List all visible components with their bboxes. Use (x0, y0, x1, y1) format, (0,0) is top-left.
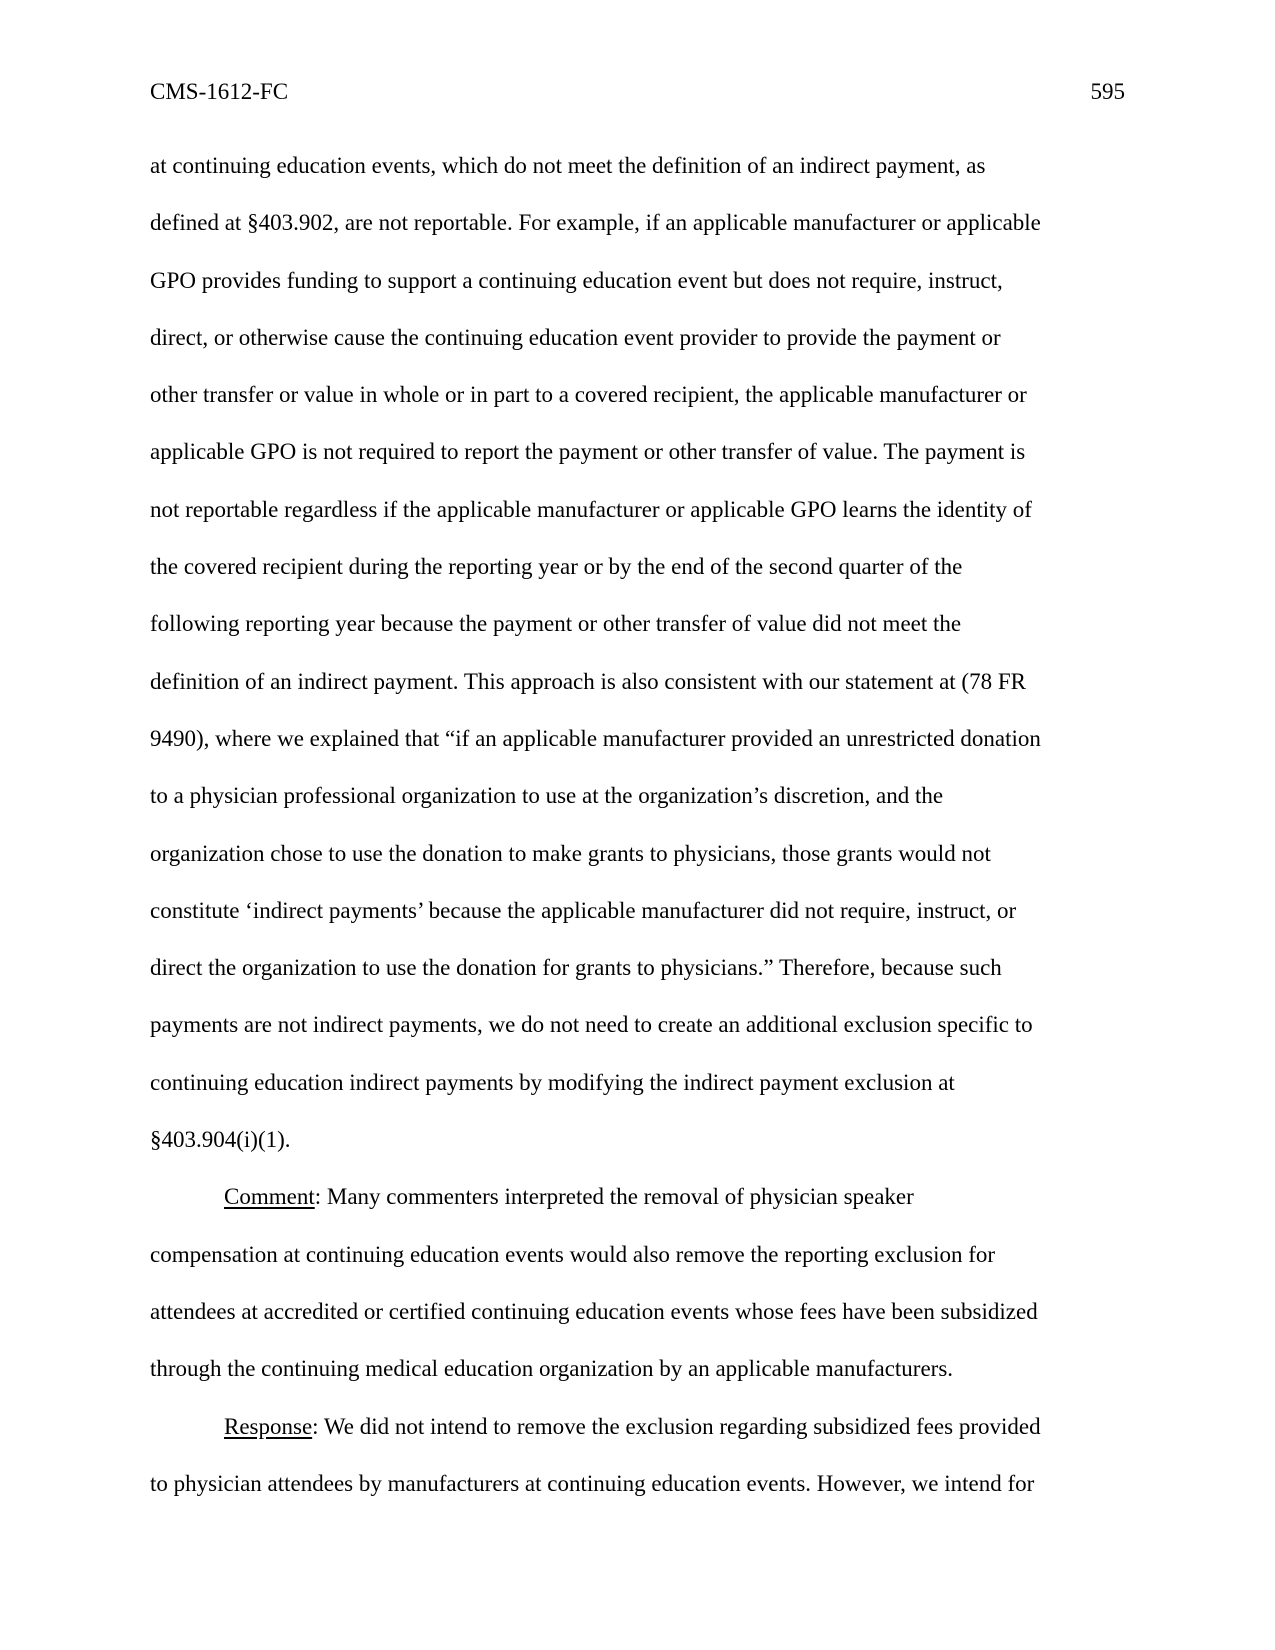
text-line: organization chose to use the donation to make grants to physicians, those grants would not (150, 840, 991, 866)
text-line: applicable GPO is not required to report the payment or other transfer of value. The payment is (150, 439, 1026, 465)
text-line: the covered recipient during the reporting year or by the end of the second quarter of the (150, 554, 963, 580)
text-line: to a physician professional organization to use at the organization’s discretion, and the (150, 783, 944, 809)
text-line: defined at §403.902, are not reportable. For example, if an applicable manufacturer or applicable (150, 210, 1041, 236)
text-line: constitute ‘indirect payments’ because the applicable manufacturer did not require, instruct, or (150, 897, 1017, 923)
text-line: compensation at continuing education events would also remove the reporting exclusion for (150, 1241, 996, 1267)
text-line: payments are not indirect payments, we do not need to create an additional exclusion specific to (150, 1012, 1033, 1038)
text-line: direct, or otherwise cause the continuing education event provider to provide the payment or (150, 324, 1001, 350)
text-line: direct the organization to use the donation for grants to physicians.” Therefore, because such (150, 955, 1002, 981)
text-line: to physician attendees by manufacturers at continuing education events. However, we intend for (150, 1470, 1035, 1496)
page-header (150, 72, 1125, 112)
text-line: following reporting year because the payment or other transfer of value did not meet the (150, 611, 962, 637)
response-label: Response (224, 1413, 313, 1439)
text-line: GPO provides funding to support a continuing education event but does not require, instruct, (150, 267, 1003, 293)
comment-paragraph-start (150, 1168, 1125, 1225)
text-line: continuing education indirect payments by modifying the indirect payment exclusion at (150, 1069, 955, 1095)
page-number: 595 (1090, 79, 1125, 104)
text-line: definition of an indirect payment. This approach is also consistent with our statement at (78 FR (150, 668, 1026, 694)
body-text (150, 137, 1125, 1512)
text-line: §403.904(i)(1). (150, 1127, 291, 1153)
comment-label: Comment (224, 1184, 315, 1210)
text-line: other transfer or value in whole or in part to a covered recipient, the applicable manufacturer or (150, 382, 1027, 408)
document-id: CMS-1612-FC (150, 79, 289, 104)
text-line: 9490), where we explained that “if an applicable manufacturer provided an unrestricted donation (150, 725, 1041, 751)
text-line: at continuing education events, which do not meet the definition of an indirect payment, as (150, 153, 986, 178)
text-line: through the continuing medical education organization by an applicable manufacturers. (150, 1356, 954, 1382)
comment-text: : Many commenters interpreted the removal of physician speaker (314, 1184, 914, 1210)
text-line: attendees at accredited or certified continuing education events whose fees have been subsidized (150, 1298, 1038, 1324)
response-paragraph-start (150, 1398, 1125, 1455)
response-text: : We did not intend to remove the exclusion regarding subsidized fees provided (312, 1413, 1041, 1439)
text-line: not reportable regardless if the applicable manufacturer or applicable GPO learns the identity of (150, 496, 1032, 522)
